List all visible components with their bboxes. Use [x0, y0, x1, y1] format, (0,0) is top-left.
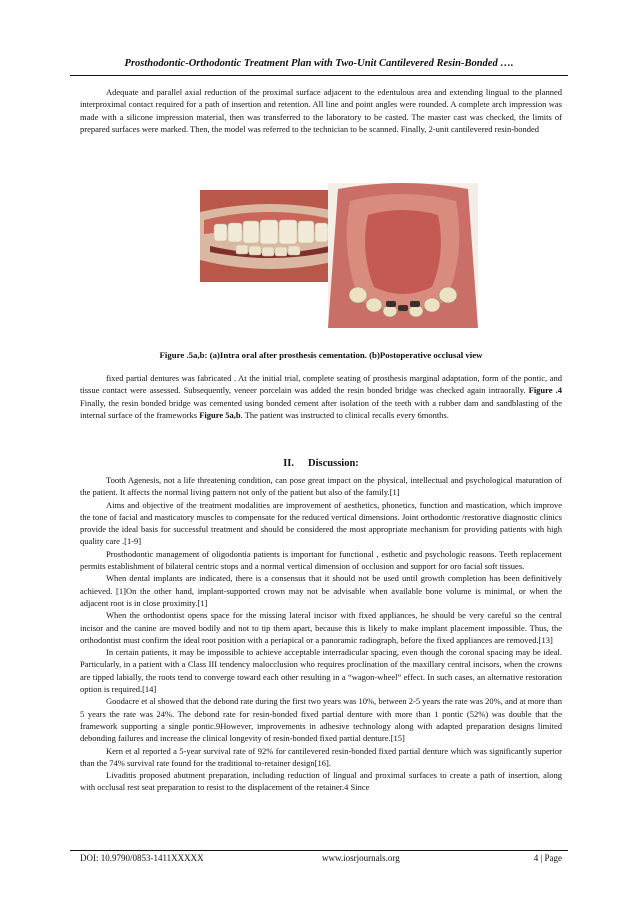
- discussion-paragraph: Kern et al reported a 5-year survival rate of 92% for cantilevered resin-bonded fixed partial denture which was significantly superior than the 74% survival rate found for the traditional to-retainer design[16].: [80, 745, 562, 768]
- discussion-text-block: [80, 474, 562, 794]
- discussion-paragraph: Prosthodontic management of oligodontia patients is important for functional , esthetic and psychologic reasons. Teeth replacement permits establishment of bilateral centric stops and a normal vertical dimension of occlusion and support for oro facial soft tissues.: [80, 548, 562, 572]
- discussion-paragraph: Tooth Agenesis, not a life threatening condition, can pose great impact on the physical, intellectual and psychological maturation of the patient. It affects the normal living pattern not only of the patient but also of the family.[1]: [80, 475, 562, 498]
- figure-reference-4: Figure .4: [528, 385, 562, 396]
- figure-5: [200, 183, 478, 333]
- continuation-paragraph: [80, 372, 562, 421]
- header-rule: [70, 75, 568, 76]
- continuation-text-2: Finally, the resin bonded bridge was cemented using bonded cement after isolation of the teeth with a rubber dam and sandblasting of the internal surface of the frameworks: [80, 397, 562, 420]
- intro-text-block: [80, 86, 562, 135]
- footer-rule: [70, 850, 568, 851]
- discussion-paragraph: Livaditis proposed abutment preparation, including reduction of lingual and proximal surfaces to create a path of insertion, along with occlusal rest seat preparation to resist to the displacement of the retainer.4 Since: [80, 770, 562, 793]
- page-footer: [80, 853, 562, 867]
- discussion-paragraph: Goodacre et al showed that the debond rate during the first two years was 10%, between 2-5 years the rate was 20%, and at more than 5 years the rate was 24%. The debond rate for resin-bonded fixed partial denture with more than 1 pontic (52%) was double that the framework supporting a single pontic.9However, improvements in adhesive technology along with adapted preparation designs limited debonding failures and increase the clinical longevity of resin-bonded fixed partial denture.[15]: [80, 696, 562, 744]
- section-heading: [80, 458, 562, 469]
- figure-caption: Figure .5a,b: (a)Intra oral after prosthesis cementation. (b)Postoperative occlusal view: [159, 350, 483, 360]
- discussion-paragraph: Aims and objective of the treatment modalities are improvement of aesthetics, phonetics, function and mastication, which improve the tone of facial and masticatory muscles to compensate for the reduced vertical dimensions. Joint orthodontic /restorative diagnostic clinics provide the ideal basis for successful treatment and should be considered the most appropriate mechanism for providing patients with high quality care .[1-9]: [80, 499, 562, 547]
- intraoral-frontal-photo: [200, 190, 340, 282]
- discussion-paragraph: When the orthodontist opens space for the missing lateral incisor with fixed appliances, he should be very careful so the central incisor and the canine are moved bodily and not to tip them apart, because this is likely to make implant placement impossible. Thus, the orthodontist must confirm the ideal root position with a periapical or a panoramic radiograph, before the fixed appliances are removed.[13]: [80, 610, 562, 645]
- intro-paragraph: Adequate and parallel axial reduction of the proximal surface adjacent to the edentulous area and extending lingual to the planned interproximal contact required for a path of insertion and retention. All line and point angles were rounded. A complete arch impression was made with a silicone impression material, then was transferred to the laboratory to be casted. The master cast was checked, the limits of prepared surfaces were marked. Then, the model was referred to the technician to be scanned. Finally, 2-unit cantilevered resin-bonded: [80, 87, 562, 134]
- figure-reference-5: Figure 5a,b: [199, 409, 241, 420]
- footer-journal-url: www.iosrjournals.org: [322, 853, 400, 863]
- discussion-paragraph: When dental implants are indicated, there is a consensus that it should not be used until growth completion has been definitively achieved. [1]On the other hand, implant-supported crown may not be advisable when available bone volume is minimal, or when the adjacent root is in close proximity.[1]: [80, 573, 562, 608]
- continuation-text-1: fixed partial dentures was fabricated . At the initial trial, complete seating of prosthesis marginal adaptation, form of the pontic, and tissue contact were assessed. Subsequently, veneer porcelain was added the resin bonded bridge was checked again intraorally.: [80, 373, 562, 396]
- continuation-text-3: . The patient was instructed to clinical recalls every 6months.: [240, 409, 449, 420]
- occlusal-view-photo: [328, 183, 478, 328]
- occlusal-illustration: [328, 183, 478, 328]
- discussion-paragraph: In certain patients, it may be impossible to achieve acceptable interradicular spacing, even though the coronal spacing may be ideal. Particularly, in a patient with a Class III tendency malocclusion who requires proclination of the maxillary central incisors, when the crowns are tipped labially, the roots tend to converge toward each other resulting in a “wagon-wheel” effect. In such cases, an alternative restoration option is required.[14]: [80, 647, 562, 695]
- running-header: Prosthodontic-Orthodontic Treatment Plan with Two-Unit Cantilevered Resin-Bonded ….: [124, 58, 514, 69]
- continuation-text-block: [80, 372, 562, 421]
- footer-page-number: 4 | Page: [533, 853, 562, 863]
- section-number: II.: [283, 458, 295, 469]
- smile-illustration: [200, 190, 340, 282]
- footer-doi: DOI: 10.9790/0853-1411XXXXX: [80, 853, 204, 863]
- section-title: Discussion:: [308, 458, 359, 469]
